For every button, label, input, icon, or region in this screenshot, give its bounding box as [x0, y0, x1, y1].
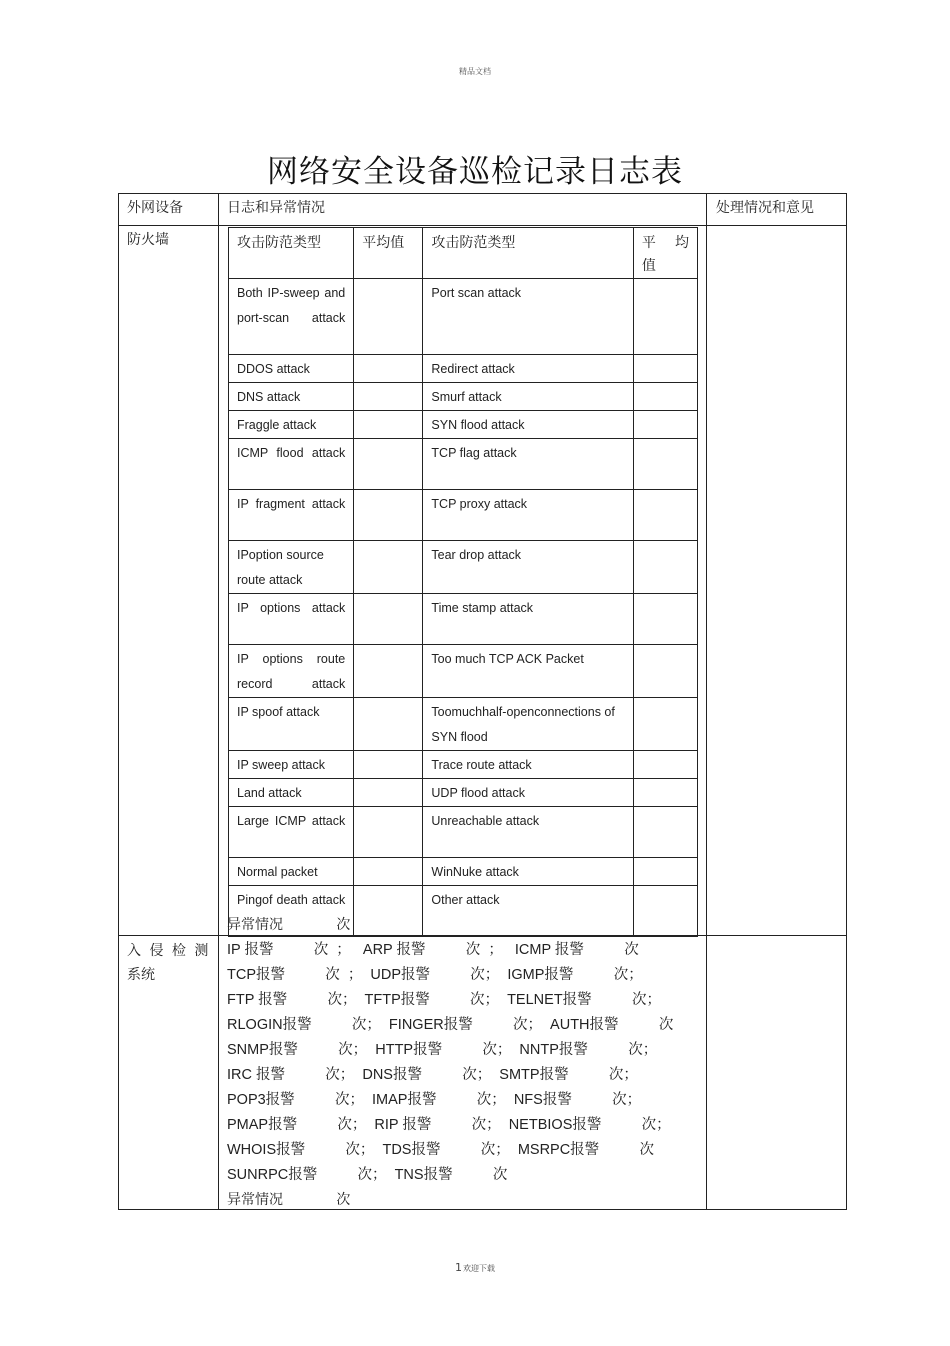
average-value[interactable] [354, 383, 423, 411]
average-value[interactable] [354, 439, 423, 490]
footer-text: 欢迎下载 [463, 1264, 495, 1273]
attack-type: Pingof death attack [229, 886, 354, 937]
attack-row [229, 645, 698, 698]
average-value[interactable] [633, 594, 697, 645]
attack-type: Land attack [229, 779, 354, 807]
average-value[interactable] [633, 541, 697, 594]
attack-type: IP options attack [229, 594, 354, 645]
ids-alert-line: POP3报警 次； IMAP报警 次； NFS报警 次； [227, 1092, 642, 1108]
attack-type: Port scan attack [423, 279, 633, 355]
attack-type: IP options route record attack [229, 645, 354, 698]
attack-row [229, 411, 698, 439]
attack-row [229, 439, 698, 490]
average-value[interactable] [633, 698, 697, 751]
ids-label: 入 侵 检 测 [127, 943, 211, 959]
attack-type: Redirect attack [423, 355, 633, 383]
column-divider [706, 194, 707, 1209]
header-device: 外网设备 [127, 200, 183, 216]
attack-type: IP fragment attack [229, 490, 354, 541]
ids-alert-line: TCP报警 次 ； UDP报警 次； IGMP报警 次； [227, 967, 643, 983]
attack-row [229, 751, 698, 779]
attack-row [229, 807, 698, 858]
ids-alert-line: IRC 报警 次； DNS报警 次； SMTP报警 次； [227, 1067, 638, 1083]
average-header: 平 均 值 [633, 228, 697, 279]
row-divider [119, 225, 846, 226]
average-value[interactable] [354, 594, 423, 645]
attack-type: IP spoof attack [229, 698, 354, 751]
attack-type: IPoption source route attack [229, 541, 354, 594]
average-value[interactable] [633, 279, 697, 355]
attack-table-header [229, 228, 698, 279]
attack-type: Trace route attack [423, 751, 633, 779]
footer [0, 1261, 950, 1274]
attack-type: Tear drop attack [423, 541, 633, 594]
attack-type: Other attack [423, 886, 633, 937]
attack-type: Smurf attack [423, 383, 633, 411]
header-watermark: 精品文档 [459, 67, 491, 76]
average-value[interactable] [354, 698, 423, 751]
ids-alert-line: SNMP报警 次； HTTP报警 次； NNTP报警 次； [227, 1042, 658, 1058]
average-value[interactable] [354, 355, 423, 383]
average-value[interactable] [354, 411, 423, 439]
attack-row [229, 779, 698, 807]
average-value[interactable] [633, 779, 697, 807]
attack-type: DNS attack [229, 383, 354, 411]
attack-type: Too much TCP ACK Packet [423, 645, 633, 698]
attack-type: Time stamp attack [423, 594, 633, 645]
header-log: 日志和异常情况 [227, 200, 325, 216]
attack-type: TCP flag attack [423, 439, 633, 490]
attack-defense-table [228, 227, 698, 937]
attack-type: WinNuke attack [423, 858, 633, 886]
firewall-label: 防火墙 [127, 232, 169, 248]
attack-row [229, 541, 698, 594]
average-value[interactable] [633, 355, 697, 383]
ids-alert-line: FTP 报警 次； TFTP报警 次； TELNET报警 次； [227, 992, 661, 1008]
average-value[interactable] [354, 807, 423, 858]
attack-type: Normal packet [229, 858, 354, 886]
attack-type: TCP proxy attack [423, 490, 633, 541]
attack-type: DDOS attack [229, 355, 354, 383]
average-value[interactable] [633, 858, 697, 886]
attack-row [229, 858, 698, 886]
average-header: 平均值 [354, 228, 423, 279]
average-value[interactable] [633, 751, 697, 779]
average-value[interactable] [633, 383, 697, 411]
attack-type: Fraggle attack [229, 411, 354, 439]
header-opinion: 处理情况和意见 [716, 200, 814, 216]
attack-type: Toomuchhalf-openconnections of SYN flood [423, 698, 633, 751]
firewall-abnormal: 异常情况 次 [227, 917, 351, 933]
column-divider [218, 194, 219, 1209]
average-value[interactable] [633, 490, 697, 541]
average-value[interactable] [633, 411, 697, 439]
average-value[interactable] [354, 279, 423, 355]
page-title: 网络安全设备巡检记录日志表 [267, 154, 683, 190]
attack-type: SYN flood attack [423, 411, 633, 439]
average-value[interactable] [354, 541, 423, 594]
ids-alert-line: SUNRPC报警 次； TNS报警 次 [227, 1167, 508, 1183]
attack-type-header: 攻击防范类型 [423, 228, 633, 279]
attack-type: ICMP flood attack [229, 439, 354, 490]
ids-abnormal: 异常情况 次 [227, 1192, 351, 1208]
attack-type: IP sweep attack [229, 751, 354, 779]
attack-type: Both IP-sweep and port-scan attack [229, 279, 354, 355]
average-value[interactable] [354, 886, 423, 937]
average-value[interactable] [633, 886, 697, 937]
ids-label-2: 系统 [127, 967, 155, 983]
attack-row [229, 279, 698, 355]
attack-row [229, 698, 698, 751]
average-value[interactable] [354, 779, 423, 807]
attack-type-header: 攻击防范类型 [229, 228, 354, 279]
average-value[interactable] [354, 858, 423, 886]
attack-row [229, 383, 698, 411]
attack-row [229, 355, 698, 383]
attack-row [229, 594, 698, 645]
ids-alert-line: IP 报警 次 ； ARP 报警 次 ； ICMP 报警 次 [227, 942, 639, 958]
ids-alert-line: WHOIS报警 次； TDS报警 次； MSRPC报警 次 [227, 1142, 654, 1158]
ids-alert-line: PMAP报警 次； RIP 报警 次； NETBIOS报警 次； [227, 1117, 671, 1133]
attack-type: Large ICMP attack [229, 807, 354, 858]
average-value[interactable] [354, 751, 423, 779]
average-value[interactable] [633, 645, 697, 698]
average-value[interactable] [633, 439, 697, 490]
average-value[interactable] [354, 490, 423, 541]
attack-row [229, 490, 698, 541]
average-value[interactable] [354, 645, 423, 698]
inspection-log-table [118, 193, 847, 1210]
attack-type: UDP flood attack [423, 779, 633, 807]
ids-alert-line: RLOGIN报警 次； FINGER报警 次； AUTH报警 次 [227, 1017, 674, 1033]
page-number: 1 [455, 1261, 462, 1274]
ids-alert-list [227, 938, 697, 1213]
average-value[interactable] [633, 807, 697, 858]
attack-type: Unreachable attack [423, 807, 633, 858]
